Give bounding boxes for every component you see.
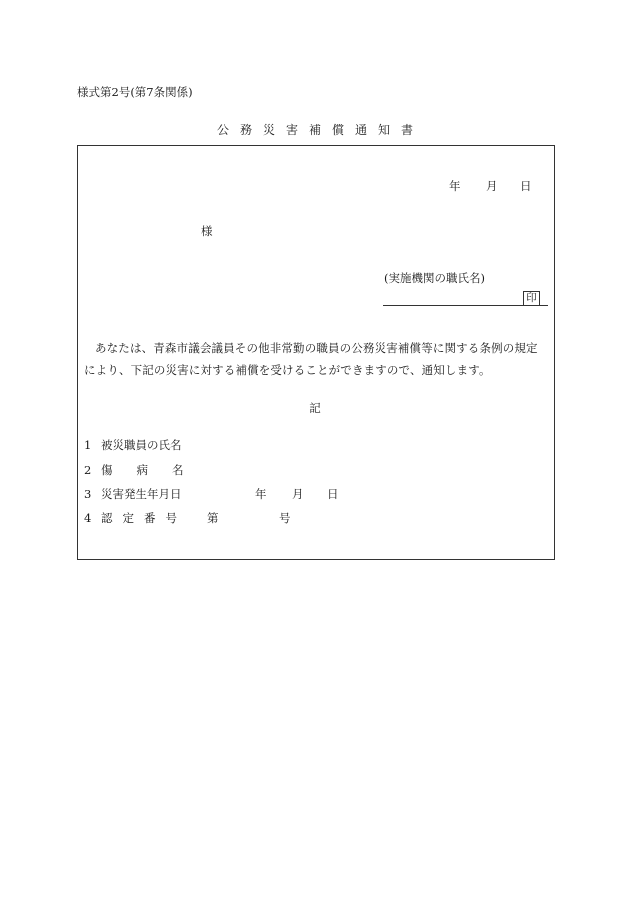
- label-char: 号: [165, 511, 177, 525]
- date-day-label: 日: [520, 179, 532, 193]
- item-number: 3: [84, 487, 92, 501]
- title-char: 書: [400, 123, 413, 137]
- accident-month-label: 月: [292, 487, 304, 501]
- label-char: 病: [136, 463, 148, 477]
- title-char: 害: [285, 123, 298, 137]
- title-char: 補: [308, 123, 321, 137]
- label-char: 傷: [101, 463, 113, 477]
- body-text-line-2: により、下記の災害に対する補償を受けることができますので、通知します。: [84, 363, 491, 377]
- label-char: 定: [122, 511, 134, 525]
- title-char: 災: [262, 123, 275, 137]
- form-number-label: 様式第2号(第7条関係): [77, 85, 193, 99]
- item-number: 2: [84, 463, 92, 477]
- ki-heading: 記: [309, 401, 321, 415]
- org-name-label: (実施機関の職氏名): [384, 271, 485, 285]
- cert-number-suffix: 号: [279, 511, 291, 525]
- item-number: 1: [84, 438, 92, 452]
- label-char: 名: [172, 463, 184, 477]
- title-char: 知: [377, 123, 390, 137]
- item-label: [101, 463, 184, 477]
- document-title: [0, 121, 630, 138]
- addressee-suffix: 様: [201, 224, 213, 238]
- item-injury-name: [84, 462, 184, 478]
- item-certification-number: [84, 510, 177, 526]
- item-label: 災害発生年月日: [101, 487, 182, 501]
- item-label: 被災職員の氏名: [101, 438, 182, 452]
- item-victim-name: [84, 437, 182, 453]
- title-char: 公: [216, 123, 229, 137]
- accident-day-label: 日: [327, 487, 339, 501]
- title-char: 務: [239, 123, 252, 137]
- item-label: [101, 511, 177, 525]
- date-year-label: 年: [449, 179, 461, 193]
- accident-year-label: 年: [255, 487, 267, 501]
- item-number: 4: [84, 511, 92, 525]
- date-month-label: 月: [486, 179, 498, 193]
- label-char: 認: [101, 511, 113, 525]
- body-text-line-1: あなたは、青森市議会議員その他非常勤の職員の公務災害補償等に関する条例の規定: [95, 341, 538, 355]
- title-char: 償: [331, 123, 344, 137]
- label-char: 番: [144, 511, 156, 525]
- seal-mark: 印: [523, 291, 540, 306]
- item-accident-date: [84, 486, 182, 502]
- cert-number-prefix: 第: [207, 511, 219, 525]
- title-char: 通: [354, 123, 367, 137]
